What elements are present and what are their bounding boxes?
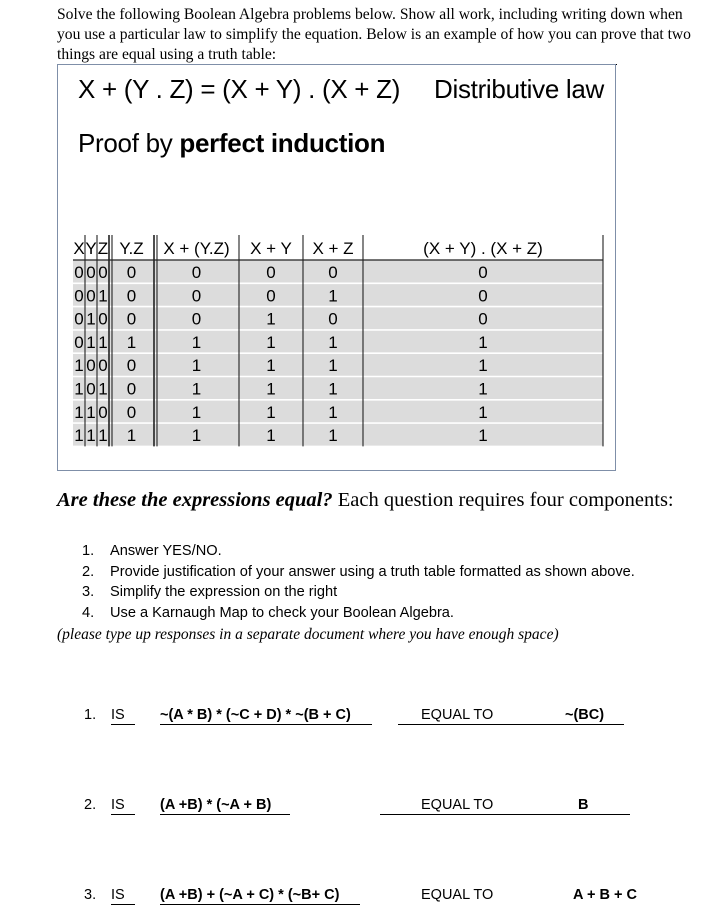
list-item-text: Provide justification of your answer using a truth table formatted as shown above. <box>110 563 635 580</box>
is-underline <box>111 904 135 905</box>
table-cell: 0 <box>126 263 137 282</box>
law-name: Distributive law <box>434 74 605 104</box>
table-cell: 1 <box>478 426 488 446</box>
is-underline <box>111 814 135 815</box>
table-cell: 0 <box>328 263 338 282</box>
left-underline <box>160 724 372 725</box>
problem-is: IS <box>111 797 125 813</box>
table-cell: 0 <box>478 286 488 306</box>
table-cell: 1 <box>86 402 96 422</box>
table-cell: 1 <box>191 379 202 399</box>
table-cell: 1 <box>191 402 202 422</box>
table-cell: 0 <box>478 263 488 282</box>
problem-right-expression: ~(BC) <box>565 707 605 723</box>
list-item-text: Use a Karnaugh Map to check your Boolean Algebra. <box>110 605 454 622</box>
table-cell: 1 <box>191 426 202 446</box>
table-cell: 1 <box>328 402 338 422</box>
proof-heading <box>78 128 385 159</box>
problem-equal-to: EQUAL TO <box>421 797 494 813</box>
table-cell: 0 <box>126 286 137 306</box>
table-cell: 1 <box>328 286 338 306</box>
table-cell: 0 <box>74 309 84 329</box>
table-cell: 1 <box>98 286 108 306</box>
truth-table-grid <box>73 235 605 447</box>
table-cell: 1 <box>74 379 84 399</box>
table-cell: 0 <box>86 286 96 306</box>
table-cell: 1 <box>266 356 276 376</box>
table-cell: 1 <box>74 426 84 446</box>
list-item-number: 2. <box>82 563 95 580</box>
table-cell: 0 <box>191 309 202 329</box>
intro-paragraph: Solve the following Boolean Algebra problems below. Show all work, including writing down when you use a particular law to simplify the equation. Below is an example of how you can prove that two things are equal using a truth table: <box>57 6 691 63</box>
problem-is: IS <box>111 707 125 723</box>
left-underline <box>160 814 290 815</box>
submission-note: (please type up responses in a separate document where you have enough space) <box>57 626 559 643</box>
table-cell: 1 <box>266 426 276 446</box>
question-heading <box>57 489 697 512</box>
table-cell: 1 <box>126 426 137 446</box>
list-item <box>82 541 635 562</box>
table-header-cell: X <box>73 239 85 258</box>
list-item <box>82 562 635 583</box>
table-cell: 0 <box>191 263 202 282</box>
table-cell: 1 <box>328 426 338 446</box>
question-heading-emphasis: Are these the expressions equal? <box>57 489 333 511</box>
problem-left-expression: (A +B) + (~A + C) * (~B+ C) <box>160 887 340 903</box>
table-cell: 1 <box>191 332 202 352</box>
table-cell: 1 <box>266 402 276 422</box>
table-header-cell: (X + Y) . (X + Z) <box>423 239 543 258</box>
table-cell: 0 <box>86 356 96 376</box>
table-cell: 0 <box>86 379 96 399</box>
components-list <box>82 541 635 624</box>
table-cell: 1 <box>86 426 96 446</box>
table-cell: 0 <box>478 309 488 329</box>
table-cell: 1 <box>191 356 202 376</box>
table-cell: 0 <box>98 263 108 282</box>
table-cell: 0 <box>266 263 276 282</box>
left-underline <box>160 904 360 905</box>
table-cell: 1 <box>126 332 137 352</box>
table-cell: 0 <box>74 286 84 306</box>
middle-underline <box>380 814 630 815</box>
table-cell: 0 <box>126 379 137 399</box>
is-underline <box>111 724 135 725</box>
table-cell: 1 <box>74 402 84 422</box>
list-item-text: Simplify the expression on the right <box>110 584 338 601</box>
table-cell: 0 <box>74 263 84 282</box>
problem-number: 1. <box>84 707 97 723</box>
table-cell: 1 <box>478 356 488 376</box>
table-cell: 1 <box>328 379 338 399</box>
problem-equal-to: EQUAL TO <box>421 707 494 723</box>
problem-left-expression: ~(A * B) * (~C + D) * ~(B + C) <box>160 707 351 723</box>
table-cell: 0 <box>266 286 276 306</box>
table-cell: 0 <box>86 263 96 282</box>
problem-left-expression: (A +B) * (~A + B) <box>160 797 272 813</box>
question-heading-rest: Each question requires four components: <box>332 489 674 511</box>
table-cell: 1 <box>266 309 276 329</box>
list-item-number: 3. <box>82 584 95 601</box>
table-cell: 1 <box>266 332 276 352</box>
proof-method: perfect induction <box>179 128 386 158</box>
table-cell: 1 <box>74 356 84 376</box>
list-item-number: 1. <box>82 543 95 559</box>
table-cell: 1 <box>328 332 338 352</box>
table-cell: 0 <box>126 402 137 422</box>
table-header-cell: Y <box>85 239 97 258</box>
table-cell: 1 <box>98 332 108 352</box>
list-item-text: Answer YES/NO. <box>110 543 222 559</box>
table-cell: 0 <box>126 356 137 376</box>
list-item <box>82 582 635 603</box>
problem-number: 2. <box>84 797 97 813</box>
table-cell: 0 <box>126 309 137 329</box>
table-header-cell: Y.Z <box>119 239 144 258</box>
problem-equal-to: EQUAL TO <box>421 887 494 903</box>
truth-table <box>73 235 605 452</box>
table-cell: 0 <box>98 402 108 422</box>
table-cell: 1 <box>98 379 108 399</box>
list-item-number: 4. <box>82 605 95 622</box>
table-cell: 1 <box>328 356 338 376</box>
table-cell: 1 <box>86 332 96 352</box>
table-cell: 1 <box>266 379 276 399</box>
table-header-cell: X + Z <box>312 239 354 258</box>
table-cell: 1 <box>478 332 488 352</box>
table-cell: 1 <box>478 402 488 422</box>
table-cell: 0 <box>98 356 108 376</box>
problem-right-expression: B <box>578 797 589 813</box>
right-underline <box>565 724 620 725</box>
table-cell: 0 <box>191 286 202 306</box>
law-formula: X + (Y . Z) = (X + Y) . (X + Z) <box>78 74 401 104</box>
table-cell: 0 <box>74 332 84 352</box>
table-cell: 0 <box>98 309 108 329</box>
problem-is: IS <box>111 887 125 903</box>
list-item <box>82 603 635 624</box>
table-cell: 1 <box>98 426 108 446</box>
problem-right-expression: A + B + C <box>573 887 637 903</box>
table-cell: 1 <box>86 309 96 329</box>
table-cell: 1 <box>478 379 488 399</box>
table-header-cell: Z <box>97 239 109 258</box>
table-header-cell: X + (Y.Z) <box>163 239 230 258</box>
table-header-cell: X + Y <box>250 239 292 258</box>
example-figure <box>57 64 616 471</box>
problem-number: 3. <box>84 887 97 903</box>
table-cell: 0 <box>328 309 338 329</box>
proof-prefix: Proof by <box>78 128 180 158</box>
